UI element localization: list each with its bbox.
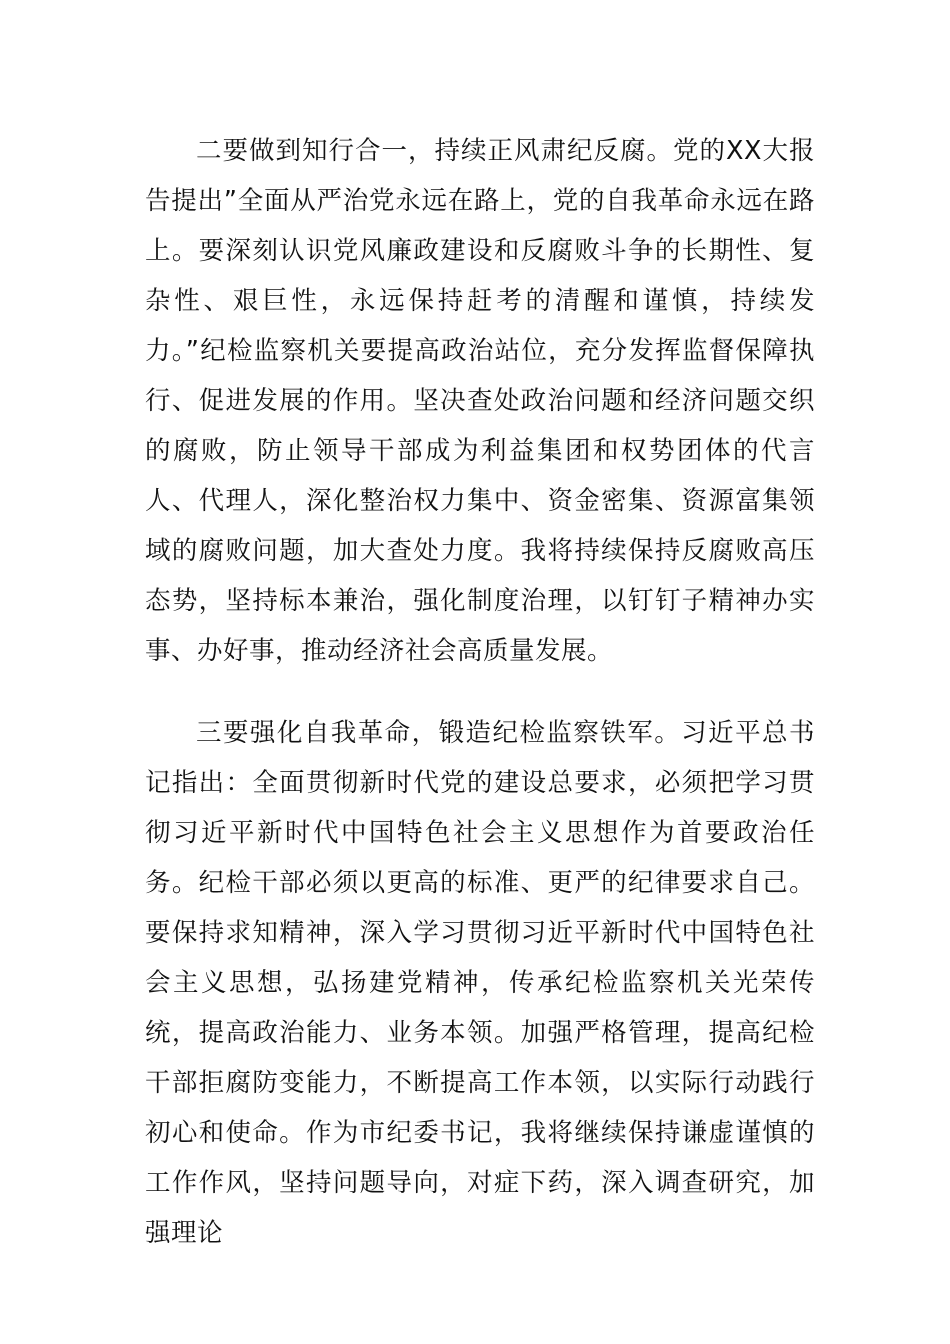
paragraph-zi-wo-ge-ming: 三要强化自我革命，锻造纪检监察铁军。习近平总书记指出：全面贯彻新时代党的建设总要求，必须把学习贯彻习近平新时代中国特色社会主义思想作为首要政治任务。纪检干部必须以更高的标准、更严的纪律要求自己。要保持求知精神，深入学习贯彻习近平新时代中国特色社会主义思想，弘扬建党精神，传承纪检监察机关光荣传统，提高政治能力、业务本领。加强严格管理，提高纪检干部拒腐防变能力，不断提高工作本领，以实际行动践行初心和使命。作为市纪委书记，我将继续保持谦虚谨慎的工作作风，坚持问题导向，对症下药，深入调查研究，加强理论 (145, 718, 815, 1248)
paragraph-zheng-feng-su-ji: 二要做到知行合一，持续正风肃纪反腐。党的XX大报告提出”全面从严治党永远在路上，党的自我革命永远在路上。要深刻认识党风廉政建设和反腐败斗争的长期性、复杂性、艰巨性，永远保持赶考的清醒和谨慎，持续发力。”纪检监察机关要提高政治站位，充分发挥监督保障执行、促进发展的作用。坚决查处政治问题和经济问题交织的腐败，防止领导干部成为利益集团和权势团体的代言人、代理人，深化整治权力集中、资金密集、资源富集领域的腐败问题，加大查处力度。我将持续保持反腐败高压态势，坚持标本兼治，强化制度治理，以钉钉子精神办实事、办好事，推动经济社会高质量发展。 (145, 136, 815, 666)
